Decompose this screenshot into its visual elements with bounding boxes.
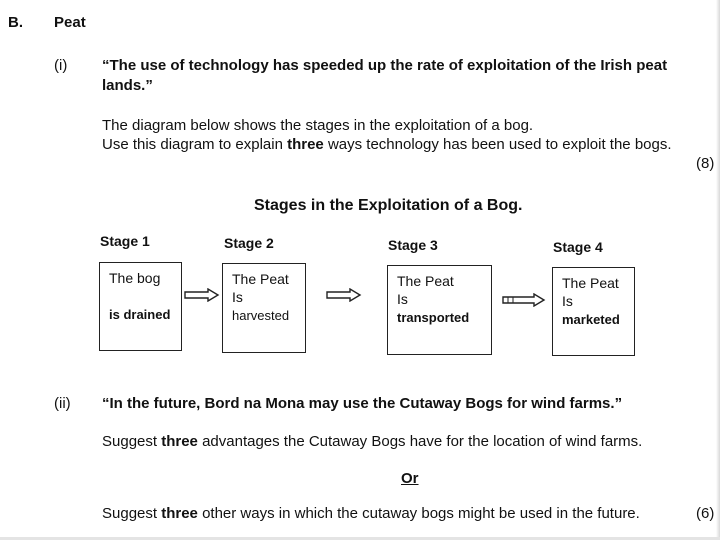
stage-4-line-3: marketed — [562, 312, 620, 327]
option-2-emphasis: three — [161, 505, 198, 522]
part-ii-marks: (6) — [696, 505, 715, 522]
stage-3-line-3: transported — [397, 310, 470, 325]
instruction-emphasis: three — [287, 136, 324, 153]
part-ii-option-2 — [102, 505, 640, 522]
part-ii-quote: “In the future, Bord na Mona may use the Cutaway Bogs for wind farms.” — [102, 395, 623, 412]
arrow-right-icon — [502, 293, 546, 307]
part-i-quote-line-2: lands.” — [102, 77, 153, 94]
stage-1-box — [99, 262, 182, 351]
option-1-pre: Suggest — [102, 433, 162, 450]
stage-1-line-3: is drained — [109, 307, 171, 322]
part-ii-option-1 — [102, 433, 642, 450]
option-2-post: other ways in which the cutaway bogs might be used in the future. — [197, 505, 640, 522]
arrow-right-icon — [326, 288, 362, 302]
stage-2-line-2: Is — [232, 289, 243, 305]
option-2-pre: Suggest — [102, 505, 162, 522]
part-i-instruction-line-1: The diagram below shows the stages in the exploitation of a bog. — [102, 117, 534, 134]
part-i-quote-line-1: “The use of technology has speeded up the rate of exploitation of the Irish peat — [102, 57, 668, 74]
section-letter: B. — [8, 14, 23, 31]
part-ii-number: (ii) — [54, 395, 71, 412]
stage-2-label: Stage 2 — [224, 235, 274, 251]
stage-3-line-1: The Peat — [397, 273, 454, 289]
part-i-marks: (8) — [696, 155, 715, 172]
arrow-right-icon — [184, 288, 220, 302]
stage-1-line-1: The bog — [109, 270, 161, 286]
stage-2-line-1: The Peat — [232, 271, 289, 287]
page-edge-shadow — [716, 0, 720, 540]
stage-3-box — [387, 265, 492, 355]
stage-4-line-1: The Peat — [562, 275, 619, 291]
stage-3-line-2: Is — [397, 291, 408, 307]
part-i-number: (i) — [54, 57, 68, 74]
stage-4-label: Stage 4 — [553, 239, 603, 255]
section-title: Peat — [54, 14, 86, 31]
diagram-title: Stages in the Exploitation of a Bog. — [254, 197, 523, 214]
option-1-emphasis: three — [161, 433, 198, 450]
stage-1-label: Stage 1 — [100, 233, 150, 249]
stage-2-box — [222, 263, 306, 353]
stage-2-line-3: harvested — [232, 308, 290, 323]
instruction-text-pre: Use this diagram to explain — [102, 136, 288, 153]
stage-3-label: Stage 3 — [388, 237, 438, 253]
instruction-text-post: ways technology has been used to exploit the bogs. — [323, 136, 672, 153]
stage-4-box — [552, 267, 635, 356]
or-separator: Or — [401, 470, 419, 487]
stage-4-line-2: Is — [562, 293, 573, 309]
option-1-post: advantages the Cutaway Bogs have for the location of wind farms. — [197, 433, 643, 450]
part-i-instruction-line-2 — [102, 136, 672, 153]
